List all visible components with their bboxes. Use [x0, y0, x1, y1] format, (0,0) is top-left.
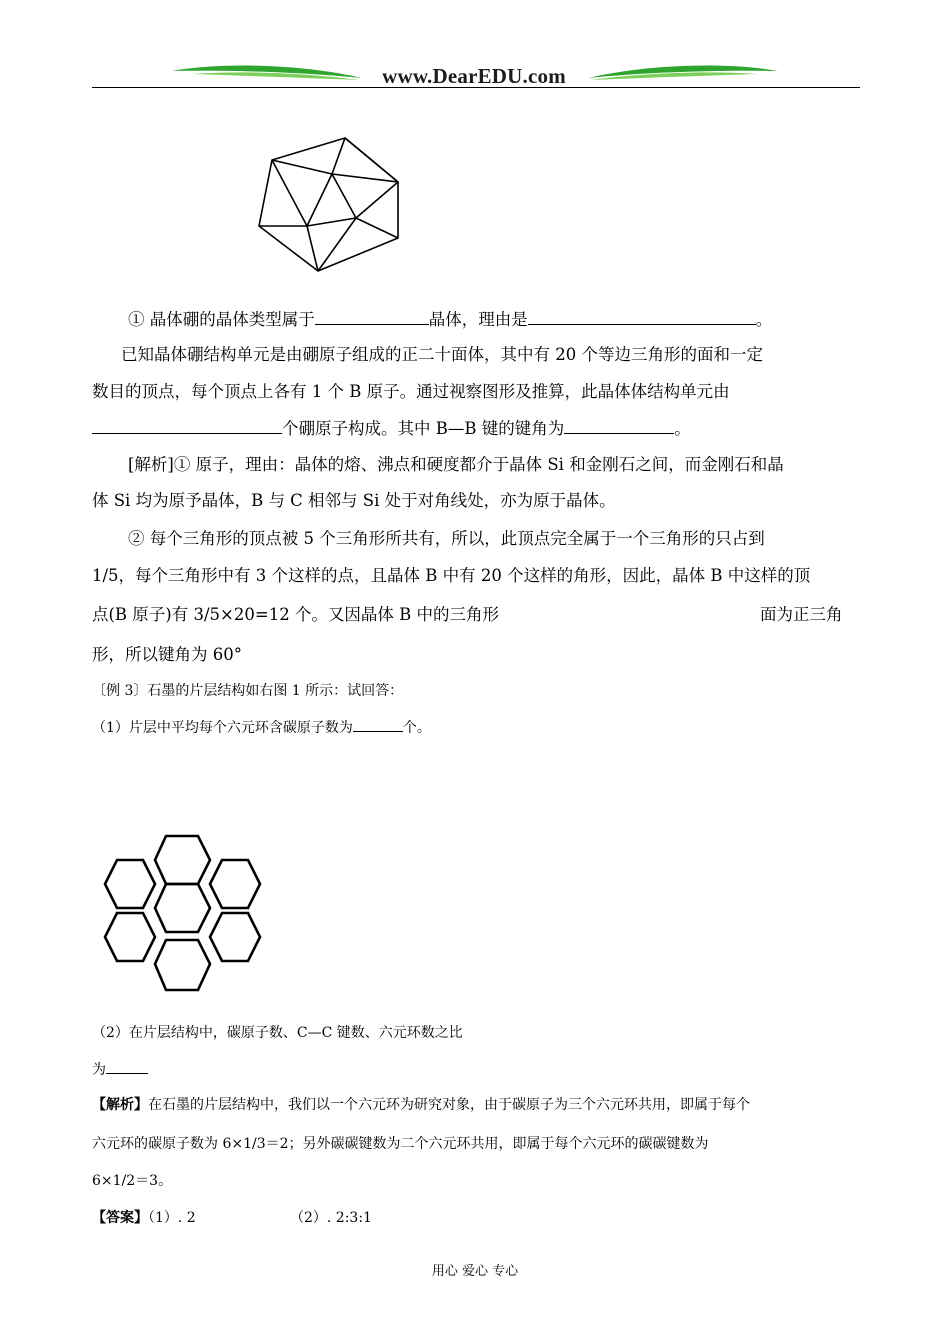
analysis1-line3: ② 每个三角形的顶点被 5 个三角形所共有，所以，此顶点完全属于一个三角形的只占到 [128, 529, 765, 548]
answer-blank-bond-angle[interactable] [564, 415, 674, 434]
analysis1-line5-a: 点(B 原子)有 3/5×20=12 个。又因晶体 B 中的三角形 [92, 605, 500, 624]
example3-q1-b: 个。 [402, 720, 431, 736]
analysis-text-1: 在石墨的片层结构中，我们以一个六元环为研究对象，由于碳原子为三个六元环共用，即属于每个 [148, 1097, 750, 1113]
example3-analysis-line3: 6×1/2＝3。 [92, 1173, 173, 1189]
analysis1-line4: 1/5，每个三角形中有 3 个这样的点，且晶体 B 中有 20 个这样的角形，因此，晶体 B 中这样的顶 [92, 566, 811, 585]
answer-blank-ratio[interactable] [106, 1055, 148, 1074]
analysis-label: 【解析】 [92, 1097, 148, 1113]
answer-blank-reason[interactable] [528, 306, 756, 325]
example3-q2-line1: （2）在片层结构中，碳原子数、C—C 键数、六元环数之比 [92, 1025, 463, 1041]
example3-analysis-line1 [92, 1093, 862, 1117]
analysis1-line6: 形，所以键角为 60° [92, 645, 242, 664]
q1-part1-b: 晶体，理由是 [428, 310, 528, 329]
answer-part-1: （1）. 2 [148, 1210, 196, 1226]
graphite-hexagon-figure [100, 830, 270, 1000]
page-header [92, 58, 860, 90]
example3-answer-line [92, 1206, 862, 1230]
example3-q2-line2 [92, 1055, 862, 1082]
right-swoosh-logo [588, 58, 778, 88]
example3-title: 〔例 3〕石墨的片层结构如右图 1 所示：试回答： [92, 683, 404, 699]
q1-line3: 数目的顶点，每个顶点上各有 1 个 B 原子。通过视察图形及推算，此晶体体结构单元由 [92, 382, 730, 401]
analysis1-line1: [解析]① 原子，理由：晶体的熔、沸点和硬度都介于晶体 Si 和金刚石之间，而金刚石和晶 [128, 455, 784, 474]
example3-q2-line2-text: 为 [92, 1062, 106, 1078]
q1-line1 [128, 306, 898, 332]
answer-blank-crystal-type[interactable] [315, 306, 429, 325]
example3-q1 [92, 713, 862, 740]
q1-line4 [92, 415, 862, 441]
header-divider [92, 87, 860, 88]
answer-part-2: （2）. 2:3:1 [290, 1210, 372, 1226]
answer-blank-carbon-per-ring[interactable] [353, 713, 403, 732]
analysis1-line5 [92, 603, 862, 627]
q1-line4-a: 个硼原子构成。其中 B—B 键的键角为 [282, 419, 565, 438]
q1-part1-c: 。 [755, 310, 773, 329]
q1-line2: 已知晶体硼结构单元是由硼原子组成的正二十面体，其中有 20 个等边三角形的面和一定 [121, 345, 763, 364]
q1-line4-b: 。 [674, 419, 691, 438]
site-logo-text: www.DearEDU.com [382, 64, 566, 88]
left-swoosh-logo [172, 58, 362, 88]
page-footer: 用心 爱心 专心 [431, 1264, 519, 1279]
boron-icosahedron-figure [250, 130, 410, 280]
analysis1-line2: 体 Si 均为原予晶体，B 与 C 相邻与 Si 处于对角线处，亦为原于晶体。 [92, 491, 616, 510]
answer-label: 【答案】 [92, 1210, 148, 1226]
answer-blank-atom-count[interactable] [92, 415, 282, 434]
example3-q1-a: （1）片层中平均每个六元环含碳原子数为 [92, 720, 353, 736]
analysis1-line5-b: 面为正三角 [760, 605, 843, 624]
q1-part1-a: ① 晶体硼的晶体类型属于 [128, 310, 315, 329]
example3-analysis-line2: 六元环的碳原子数为 6×1/3＝2；另外碳碳键数为二个六元环共用，即属于每个六元环的碳碳键数为 [92, 1136, 709, 1152]
